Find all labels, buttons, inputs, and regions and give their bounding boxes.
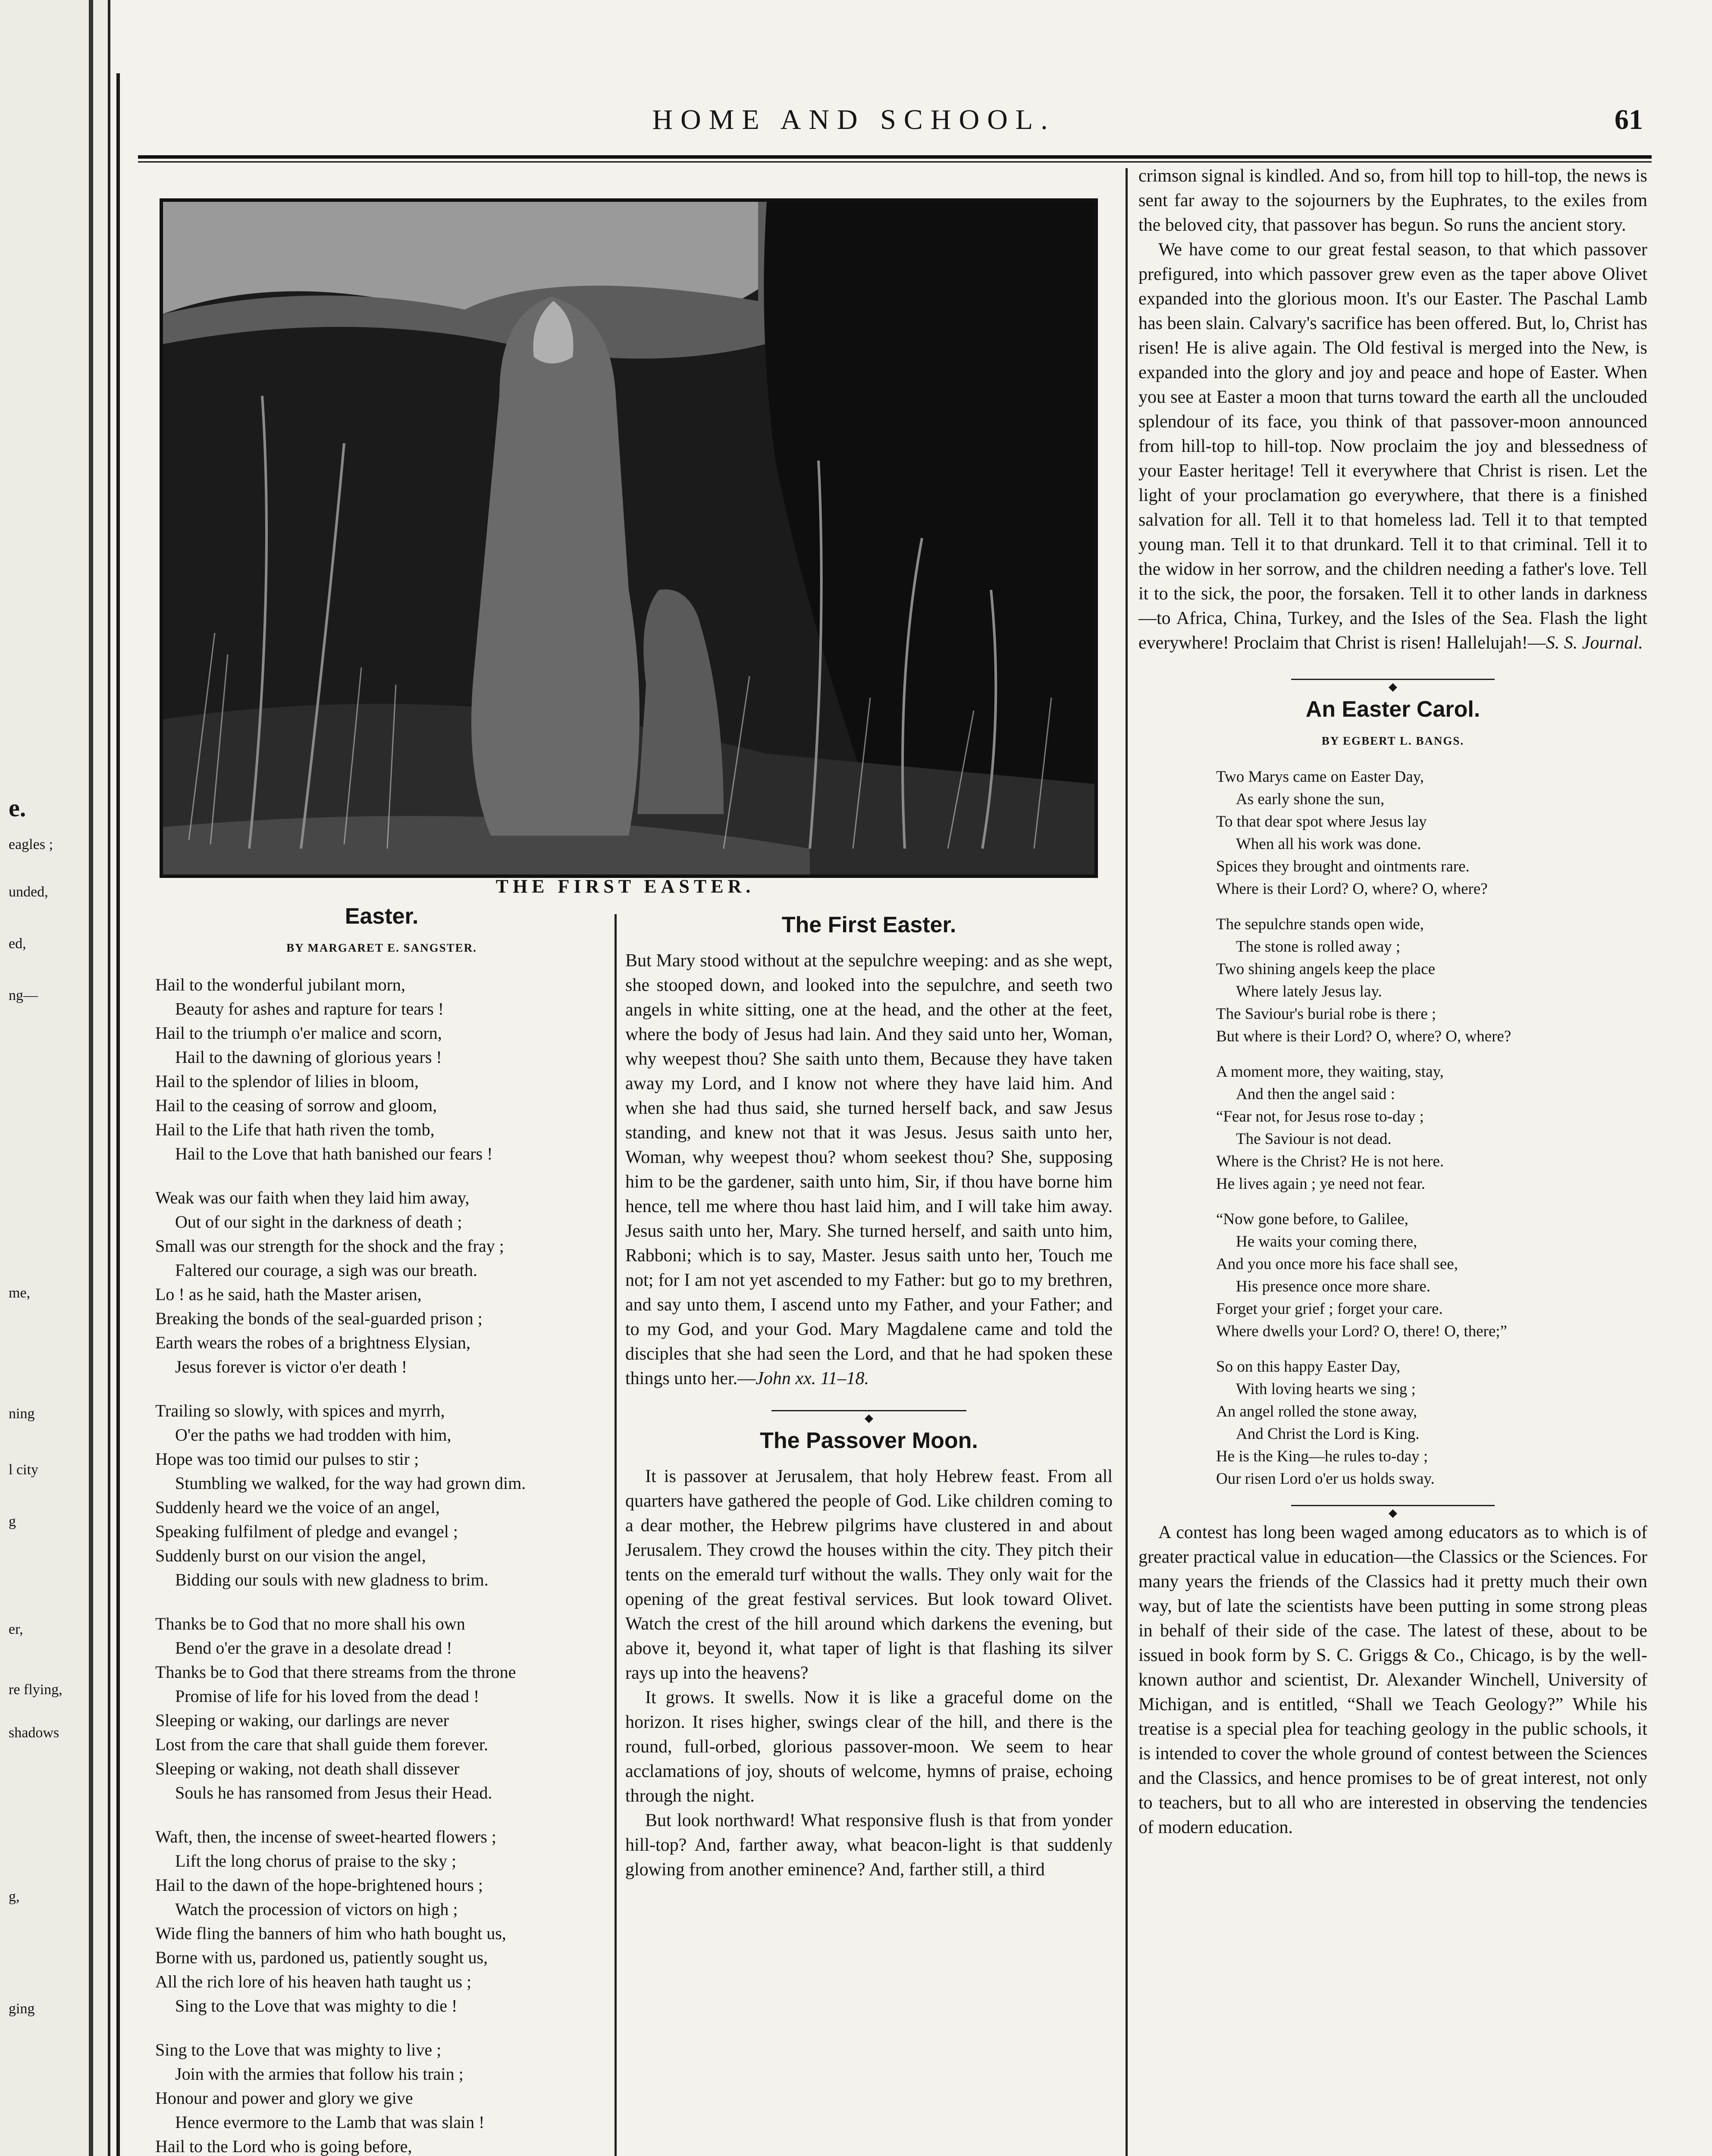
poem-stanza xyxy=(155,1186,608,1379)
passover-moon-title: The Passover Moon. xyxy=(760,1428,978,1453)
poem-line: Speaking fulfilment of pledge and evangel ; xyxy=(155,1522,458,1541)
section-ornament: ◆ xyxy=(625,1404,1113,1417)
easter-poem-title: Easter. xyxy=(345,904,419,929)
poem-line: Suddenly heard we the voice of an angel, xyxy=(155,1498,440,1517)
poem-line: Hail to the dawn of the hope-brightened hours ; xyxy=(155,1875,483,1895)
poem-stanza xyxy=(155,1825,608,2018)
poem-line: He is the King—he rules to-day ; xyxy=(1216,1448,1428,1465)
poem-line: A moment more, they waiting, stay, xyxy=(1216,1063,1444,1081)
poem-line: Spices they brought and ointments rare. xyxy=(1216,858,1470,875)
illustration-caption: THE FIRST EASTER. xyxy=(495,876,755,897)
poem-line: Hail to the Life that hath riven the tomb, xyxy=(155,1120,435,1139)
poem-line: Where dwells your Lord? O, there! O, there;” xyxy=(1216,1322,1507,1340)
passover-continued-text: We have come to our great festal season, to that which passover prefigured, into which passover grew even as the taper above Olivet expanded into the glorious moon. It's our Easter. The Paschal Lamb has been slain. Calvary's sacrifice has been offered. But, lo, Christ has risen! He is alive again. The Old festival is merged into the New, is expanded into the glory and joy and peace and hope of Easter. When you see at Easter a moon that turns toward the earth all the unclouded splendour of its face, you think of that passover-moon announced from hill-top to hill-top. Now proclaim the joy and blessedness of your Easter heritage! Tell it everywhere that Christ is risen. Let the light of your proclamation go everywhere, that there is a finished salvation for all. Tell it to that homeless lad. Tell it to that tempted young man. Tell it to that drunkard. Tell it to that criminal. Tell it to the widow in her sorrow, and the children needing a father's love. Tell it to the sick, the poor, the forsaken. Tell it to other lands in darkness—to Africa, China, Turkey, and the Isles of the Sea. Flash the light everywhere! Proclaim that Christ is risen! Hallelujah!— xyxy=(1138,240,1647,653)
first-easter-body xyxy=(625,949,1113,1391)
easter-carol-title: An Easter Carol. xyxy=(1305,697,1480,722)
poem-line: “Fear not, for Jesus rose to-day ; xyxy=(1216,1108,1424,1125)
poem-line: Borne with us, pardoned us, patiently sought us, xyxy=(155,1948,488,1967)
poem-stanza xyxy=(1216,1061,1647,1195)
gutter-fragment: ed, xyxy=(9,936,26,952)
poem-stanza xyxy=(155,1612,608,1805)
poem-line: The Saviour's burial robe is there ; xyxy=(1216,1005,1436,1023)
poem-line: Thanks be to God that no more shall his own xyxy=(155,1614,465,1633)
poem-line: And then the angel said : xyxy=(1236,1085,1395,1103)
poem-line: And Christ the Lord is King. xyxy=(1236,1425,1420,1443)
poem-line: Forget your grief ; forget your care. xyxy=(1216,1300,1443,1318)
poem-line: Two shining angels keep the place xyxy=(1216,960,1436,978)
poem-line: With loving hearts we sing ; xyxy=(1236,1380,1416,1398)
section-ornament: ◆ xyxy=(1138,673,1647,686)
publication-title: HOME AND SCHOOL. xyxy=(652,104,1056,135)
poem-line: Bend o'er the grave in a desolate dread ! xyxy=(175,1638,452,1658)
running-head xyxy=(116,103,1686,147)
poem-line: Promise of life for his loved from the dead ! xyxy=(175,1686,480,1706)
poem-line: Trailing so slowly, with spices and myrrh, xyxy=(155,1401,445,1420)
poem-line: Hail to the triumph o'er malice and scorn, xyxy=(155,1023,442,1043)
poem-line: Hail to the Love that hath banished our fears ! xyxy=(175,1144,493,1163)
passover-paragraph: But look northward! What responsive flush is that from yonder hill-top? And, farther away, what beacon-light is that suddenly glowing from another eminence? And, farther still, a third xyxy=(625,1811,1113,1880)
poem-line: Souls he has ransomed from Jesus their Head. xyxy=(175,1783,492,1802)
poem-line: And you once more his face shall see, xyxy=(1216,1255,1458,1273)
gutter-fragment: ning xyxy=(9,1406,35,1422)
passover-continued-paragraph xyxy=(1138,238,1647,655)
head-rule xyxy=(138,155,1652,163)
poem-line: He waits your coming there, xyxy=(1236,1233,1417,1250)
poem-line: Sleeping or waking, our darlings are never xyxy=(155,1711,449,1730)
gutter-fragment: me, xyxy=(9,1285,31,1301)
passover-paragraph: It is passover at Jerusalem, that holy Hebrew feast. From all quarters have gathered the people of God. Like children coming to a dear mother, the Hebrew pilgrims have clustered in and about Jerusalem. They crowd the houses within the city. They pitch their tents on the emerald turf without the walls. They only wait for the opening of the great festival services. But look toward Olivet. Watch the crest of the hill around which darkens the evening, but above it, beyond it, what taper of light is that flashing its silver rays up into the heavens? xyxy=(625,1467,1113,1683)
first-easter-title: The First Easter. xyxy=(781,912,956,937)
gutter-fragment: shadows xyxy=(9,1725,60,1741)
engraving-illustration xyxy=(160,198,1098,878)
poem-line: Two Marys came on Easter Day, xyxy=(1216,768,1424,786)
page-spine xyxy=(89,0,93,2156)
poem-stanza xyxy=(1216,766,1647,900)
poem-line: Sing to the Love that was mighty to die ! xyxy=(175,1996,458,2015)
passover-source: S. S. Journal. xyxy=(1546,633,1643,653)
poem-line: To that dear spot where Jesus lay xyxy=(1216,813,1427,830)
poem-line: Bidding our souls with new gladness to brim. xyxy=(175,1570,489,1589)
poem-line: Our risen Lord o'er us holds sway. xyxy=(1216,1470,1435,1488)
easter-carol-byline: BY EGBERT L. BANGS. xyxy=(1321,734,1464,747)
poem-line: An angel rolled the stone away, xyxy=(1216,1403,1417,1420)
section-ornament: ◆ xyxy=(1138,1499,1647,1512)
column-divider xyxy=(1126,168,1128,2156)
poem-line: Hail to the Lord who is going before, xyxy=(155,2137,412,2156)
poem-line: Weak was our faith when they laid him away, xyxy=(155,1188,470,1207)
poem-line: When all his work was done. xyxy=(1236,835,1421,853)
poem-line: Lo ! as he said, hath the Master arisen, xyxy=(155,1285,422,1304)
poem-line: The Saviour is not dead. xyxy=(1236,1130,1392,1148)
poem-line: Hail to the dawning of glorious years ! xyxy=(175,1047,442,1067)
poem-line: Watch the procession of victors on high ; xyxy=(175,1899,458,1919)
poem-line: As early shone the sun, xyxy=(1236,790,1385,808)
poem-line: He lives again ; ye need not fear. xyxy=(1216,1175,1425,1193)
poem-line: The stone is rolled away ; xyxy=(1236,938,1401,956)
poem-line: Stumbling we walked, for the way had grown dim. xyxy=(175,1473,526,1493)
poem-line: Suddenly burst on our vision the angel, xyxy=(155,1546,426,1565)
first-easter-text: But Mary stood without at the sepulchre weeping: and as she wept, she stooped down, and looked into the sepulchre, and seeth two angels in white sitting, one at the head, and the other at the feet, where the body of Jesus had lain. And they said unto her, Woman, why weepest thou? She saith unto them, Because they have taken away my Lord, and I know not where they have laid him. And when she had thus said, she turned herself back, and saw Jesus standing, and knew not that it was Jesus. Jesus saith unto her, Woman, why weepest thou? whom seekest thou? She, supposing him to be the gardener, saith unto him, Sir, if thou have borne him hence, tell me where thou hast laid him, and I will take him away. Jesus saith unto her, Mary. She turned herself, and saith unto him, Rabboni; which is to say, Master. Jesus saith unto her, Touch me not; for I am not yet ascended to my Father: but go to my brethren, and say unto them, I ascend unto my Father, and your Father; and to my God, and your God. Mary Magdalene came and told the disciples that she had seen the Lord, and that he had spoken these things unto her.— xyxy=(625,951,1113,1388)
engraving-drawing xyxy=(163,202,1094,874)
poem-line: Lost from the care that shall guide them forever. xyxy=(155,1735,488,1754)
poem-line: O'er the paths we had trodden with him, xyxy=(175,1425,452,1445)
poem-line: “Now gone before, to Galilee, xyxy=(1216,1210,1408,1228)
poem-line: Jesus forever is victor o'er death ! xyxy=(175,1357,408,1376)
passover-continued-paragraph: crimson signal is kindled. And so, from hill top to hill-top, the news is sent far away to the sojourners by the Euphrates, to the exiles from the beloved city, that passover has begun. So runs the ancient story. xyxy=(1138,166,1647,235)
poem-line: Small was our strength for the shock and the fray ; xyxy=(155,1236,504,1256)
first-easter-source: John xx. 11–18. xyxy=(756,1369,869,1388)
gutter-fragment: ging xyxy=(9,2001,35,2017)
gutter-fragment: e. xyxy=(9,794,26,822)
gutter-fragment: l city xyxy=(9,1462,38,1478)
poem-stanza xyxy=(155,973,608,1166)
poem-line: Join with the armies that follow his train ; xyxy=(175,2064,464,2084)
column-right xyxy=(1138,164,1647,1840)
poem-line: Honour and power and glory we give xyxy=(155,2088,413,2108)
poem-line: Hail to the wonderful jubilant morn, xyxy=(155,975,405,994)
poem-line: His presence once more share. xyxy=(1236,1278,1430,1295)
poem-line: Waft, then, the incense of sweet-hearted flowers ; xyxy=(155,1827,496,1846)
poem-line: Thanks be to God that there streams from the throne xyxy=(155,1662,516,1682)
poem-line: The sepulchre stands open wide, xyxy=(1216,915,1424,933)
poem-stanza xyxy=(155,2038,608,2156)
gutter-fragment: er, xyxy=(9,1621,23,1637)
poem-line: Breaking the bonds of the seal-guarded prison ; xyxy=(155,1309,483,1328)
poem-stanza xyxy=(1216,913,1647,1048)
column-left xyxy=(155,901,608,2156)
poem-line: Where is their Lord? O, where? O, where? xyxy=(1216,880,1488,898)
poem-line: But where is their Lord? O, where? O, where? xyxy=(1216,1028,1511,1045)
column-middle xyxy=(625,910,1113,1882)
poem-line: So on this happy Easter Day, xyxy=(1216,1358,1401,1376)
poem-line: Hope was too timid our pulses to stir ; xyxy=(155,1449,419,1469)
poem-line: Hail to the splendor of lilies in bloom, xyxy=(155,1072,419,1091)
poem-line: Hence evermore to the Lamb that was slain ! xyxy=(175,2112,485,2132)
poem-line: Faltered our courage, a sigh was our breath. xyxy=(175,1260,477,1280)
poem-stanza xyxy=(1216,1356,1647,1490)
poem-line: Where is the Christ? He is not here. xyxy=(1216,1153,1444,1170)
gutter-fragment: g xyxy=(9,1514,16,1529)
poem-line: All the rich lore of his heaven hath taught us ; xyxy=(155,1972,472,1991)
poem-line: Where lately Jesus lay. xyxy=(1236,983,1382,1000)
gutter-fragment: ng— xyxy=(9,987,38,1003)
column-divider xyxy=(615,914,617,2156)
poem-line: Sleeping or waking, not death shall dissever xyxy=(155,1759,460,1778)
contest-paragraph: A contest has long been waged among educators as to which is of greater practical value in education—the Classics or the Sciences. For many years the friends of the Classics had it pretty much their own way, but of late the scientists have been putting in some strong pleas in behalf of their side of the case. The latest of these, about to be issued in book form by S. C. Griggs & Co., Chicago, is by the well-known author and scientist, Dr. Alexander Winchell, University of Michigan, and is entitled, “Shall we Teach Geology?” While his treatise is a special plea for teaching geology in the public schools, it is intended to cover the whole ground of contest between the Sciences and the Classics, and hence promises to be of great interest, not only to teachers, but to all who are interested in observing the tendencies of modern education. xyxy=(1138,1523,1647,1837)
poem-stanza xyxy=(155,1399,608,1592)
poem-line: Out of our sight in the darkness of death ; xyxy=(175,1212,462,1232)
poem-line: Earth wears the robes of a brightness Elysian, xyxy=(155,1333,470,1352)
easter-poem-byline: BY MARGARET E. SANGSTER. xyxy=(286,941,477,954)
easter-carol-poem xyxy=(1138,766,1647,1490)
passover-paragraph: It grows. It swells. Now it is like a graceful dome on the horizon. It rises higher, swings clear of the hill, and there is the round, full-orbed, glorious passover-moon. We seem to hear acclamations of joy, shouts of welcome, hymns of praise, echoing through the night. xyxy=(625,1688,1113,1806)
previous-page-gutter xyxy=(0,0,110,2156)
poem-line: Lift the long chorus of praise to the sky ; xyxy=(175,1851,457,1871)
gutter-fragment: g, xyxy=(9,1889,20,1905)
poem-line: Hail to the ceasing of sorrow and gloom, xyxy=(155,1096,437,1115)
gutter-fragment: re flying, xyxy=(9,1682,63,1698)
poem-line: Sing to the Love that was mighty to live ; xyxy=(155,2040,442,2059)
poem-stanza xyxy=(1216,1208,1647,1343)
gutter-fragment: eagles ; xyxy=(9,837,53,852)
page-number: 61 xyxy=(1615,104,1643,135)
poem-line: Beauty for ashes and rapture for tears ! xyxy=(175,999,444,1018)
gutter-fragment: unded, xyxy=(9,884,48,900)
poem-line: Wide fling the banners of him who hath bought us, xyxy=(155,1924,506,1943)
